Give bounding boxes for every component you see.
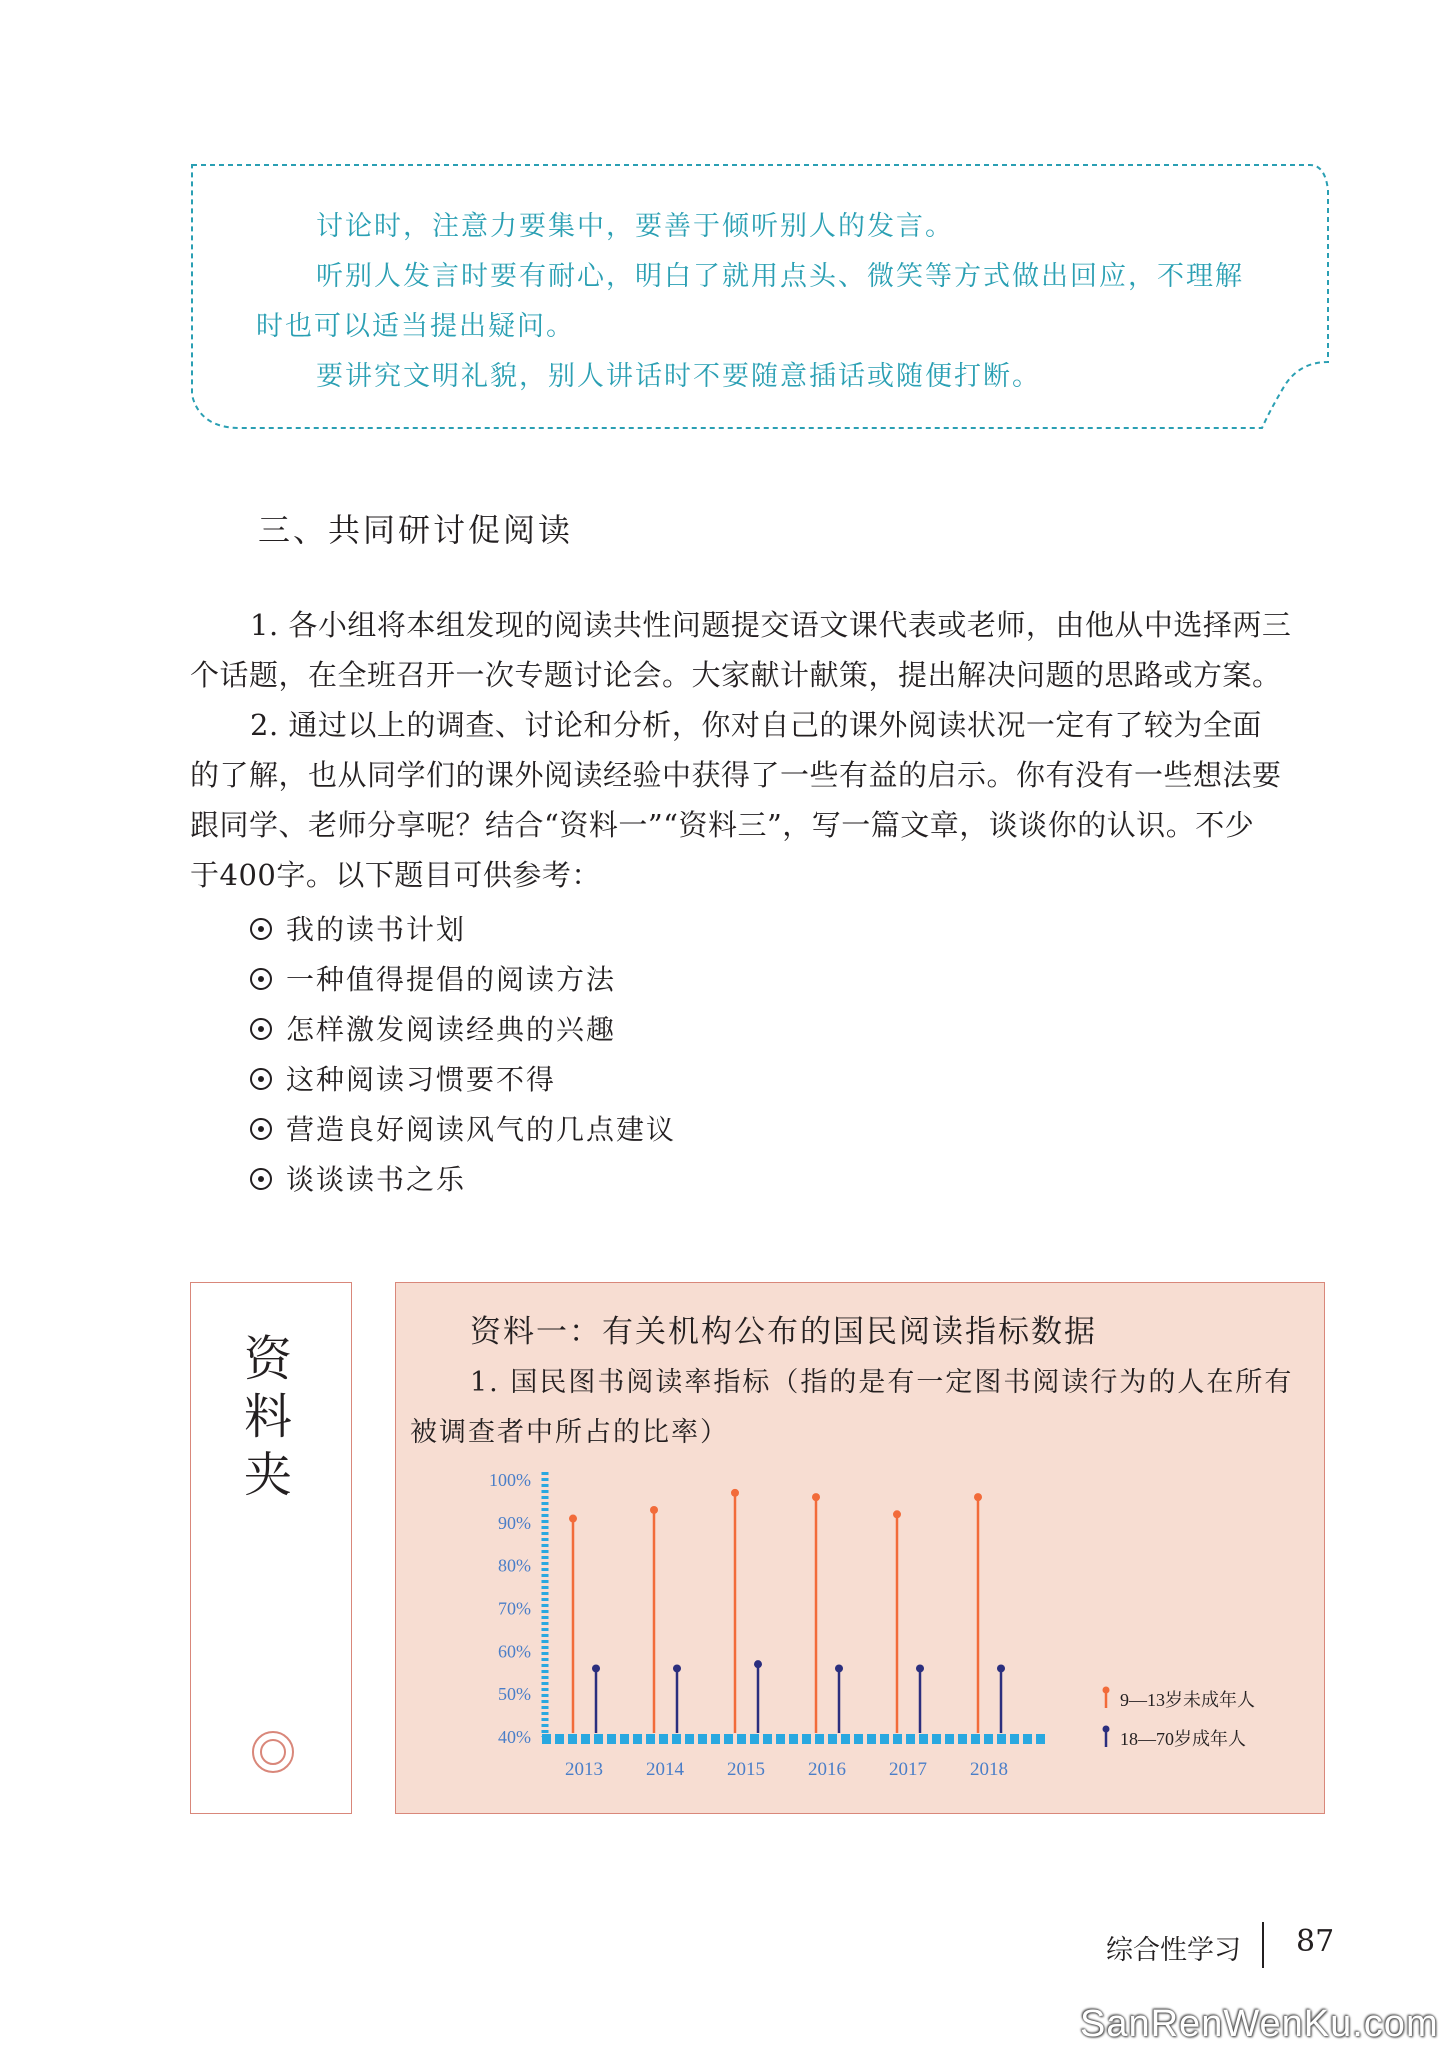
circle-dot-icon	[250, 1068, 272, 1090]
legend-label: 9—13岁未成年人	[1120, 1690, 1255, 1710]
material-item-line-1: 1. 国民图书阅读率指标（指的是有一定图书阅读行为的人在所有	[470, 1367, 1294, 1398]
topic-label: 一种值得提倡的阅读方法	[286, 963, 617, 996]
circle-dot-icon	[250, 1168, 272, 1190]
y-tick-label: 100%	[489, 1470, 531, 1490]
data-point	[974, 1493, 982, 1501]
footer-divider	[1262, 1922, 1264, 1968]
tip-line-2: 听别人发言时要有耐心，明白了就用点头、微笑等方式做出回应，不理解	[316, 261, 1244, 292]
topic-item	[250, 1058, 556, 1098]
data-point	[731, 1489, 739, 1497]
paragraph-line: 个话题，在全班召开一次专题讨论会。大家献计献策，提出解决问题的思路或方案。	[190, 658, 1282, 692]
x-tick-label: 2017	[889, 1759, 927, 1780]
x-tick-label: 2013	[565, 1759, 603, 1780]
topic-label: 我的读书计划	[286, 913, 467, 946]
y-tick-label: 50%	[498, 1684, 531, 1705]
data-point	[650, 1506, 658, 1514]
data-point	[592, 1664, 600, 1672]
circle-dot-icon	[250, 1118, 272, 1140]
tip-line-1: 讨论时，注意力要集中，要善于倾听别人的发言。	[316, 211, 954, 242]
legend-swatch-dot	[1103, 1687, 1110, 1694]
x-tick-label: 2018	[970, 1759, 1008, 1780]
tip-line-3: 时也可以适当提出疑问。	[256, 311, 575, 342]
data-point	[754, 1660, 762, 1668]
data-point	[997, 1664, 1005, 1672]
y-tick-label: 80%	[498, 1555, 531, 1576]
circle-dot-icon	[250, 968, 272, 990]
legend-swatch-dot	[1103, 1726, 1110, 1733]
y-tick-label: 40%	[498, 1727, 531, 1747]
section-heading: 三、共同研讨促阅读	[258, 511, 574, 549]
data-point	[893, 1510, 901, 1518]
data-point	[916, 1664, 924, 1672]
y-tick-label: 60%	[498, 1641, 531, 1662]
material-title: 资料一：有关机构公布的国民阅读指标数据	[470, 1314, 1097, 1350]
x-tick-label: 2016	[808, 1759, 846, 1780]
topic-label: 怎样激发阅读经典的兴趣	[286, 1013, 617, 1046]
topic-item	[250, 1108, 676, 1148]
material-item-line-2: 被调查者中所占的比率）	[410, 1417, 729, 1448]
paragraph-line: 1. 各小组将本组发现的阅读共性问题提交语文课代表或老师，由他从中选择两三	[250, 608, 1292, 642]
data-point	[835, 1664, 843, 1672]
ring-icon	[252, 1731, 294, 1773]
y-tick-label: 90%	[498, 1512, 531, 1533]
paragraph-line: 的了解，也从同学们的课外阅读经验中获得了一些有益的启示。你有没有一些想法要	[190, 758, 1282, 792]
y-tick-label: 70%	[498, 1598, 531, 1619]
topic-label: 这种阅读习惯要不得	[286, 1063, 557, 1096]
watermark: SanRenWenKu.com	[1080, 2003, 1439, 2045]
topic-item	[250, 1158, 466, 1198]
circle-dot-icon	[250, 1018, 272, 1040]
topic-item	[250, 908, 466, 948]
x-tick-label: 2014	[646, 1759, 684, 1780]
tip-line-4: 要讲究文明礼貌，别人讲话时不要随意插话或随便打断。	[316, 361, 1041, 392]
paragraph-line: 跟同学、老师分享呢？结合“资料一”“资料三”，写一篇文章，谈谈你的认识。不少	[190, 808, 1255, 842]
topic-label: 谈谈读书之乐	[286, 1163, 467, 1196]
page-number: 87	[1296, 1924, 1335, 1959]
x-tick-label: 2015	[727, 1759, 765, 1780]
topic-label: 营造良好阅读风气的几点建议	[286, 1113, 677, 1146]
data-point	[673, 1664, 681, 1672]
paragraph-line: 2. 通过以上的调查、讨论和分析，你对自己的课外阅读状况一定有了较为全面	[250, 708, 1262, 742]
legend-label: 18—70岁成年人	[1120, 1729, 1246, 1749]
footer-label: 综合性学习	[1106, 1935, 1241, 1965]
paragraph-line: 于400字。以下题目可供参考：	[190, 858, 601, 892]
folder-title: 资料夹	[243, 1331, 292, 1503]
circle-dot-icon	[250, 918, 272, 940]
topic-item	[250, 958, 616, 998]
topic-item	[250, 1008, 616, 1048]
reading-rate-chart	[395, 1460, 1325, 1790]
data-point	[812, 1493, 820, 1501]
data-point	[569, 1515, 577, 1523]
